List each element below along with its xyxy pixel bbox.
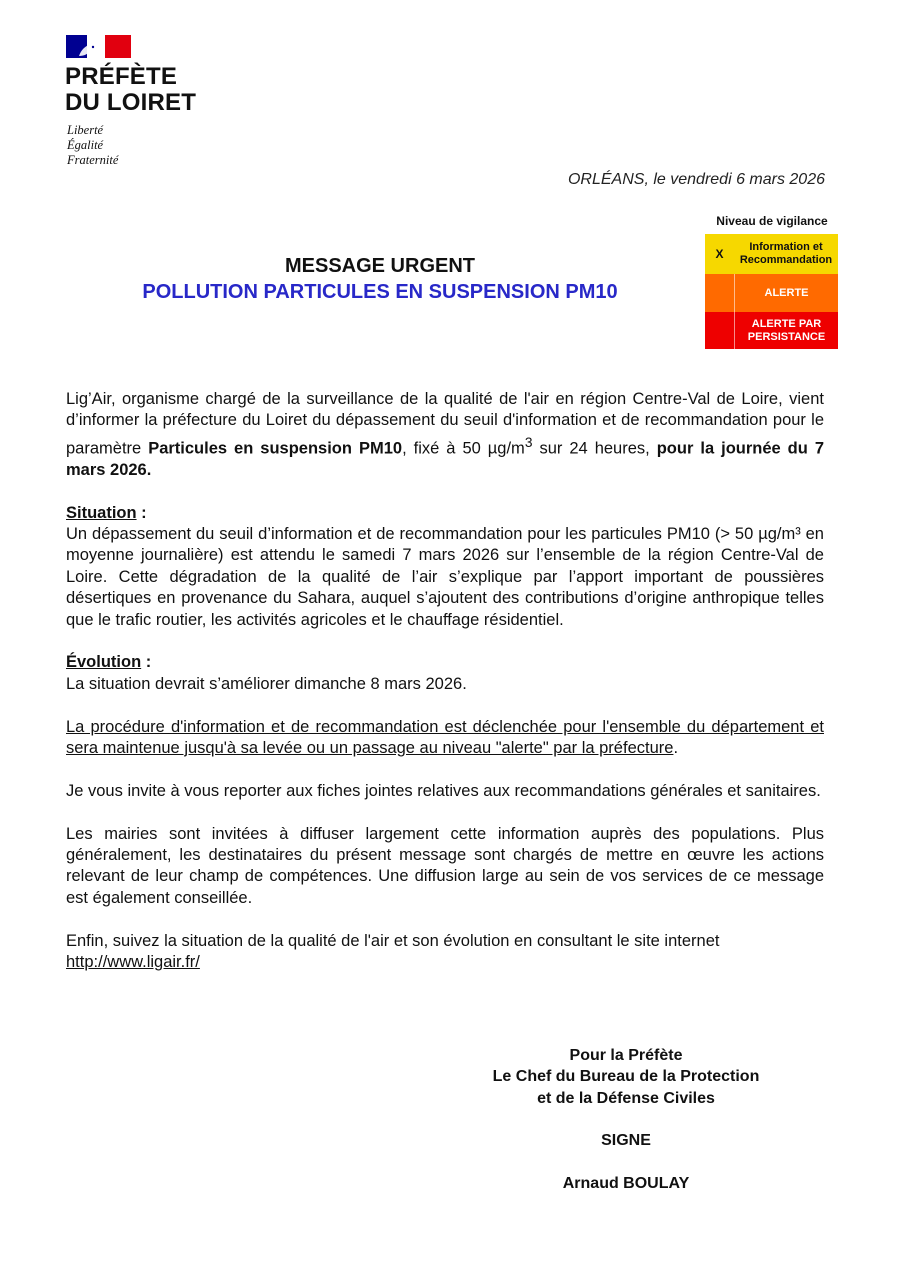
procedure-text: La procédure d'information et de recommandation est déclenchée pour l'ensemble du département et sera maintenue jusqu'à sa levée ou un passage au niveau "alerte" par la préfecture xyxy=(66,717,824,757)
invite-paragraph: Je vous invite à vous reporter aux fiches jointes relatives aux recommandations générales et sanitaires. xyxy=(66,781,821,800)
message-body xyxy=(66,389,824,995)
intro-superscript: 3 xyxy=(524,434,533,450)
intro-paragraph xyxy=(66,389,824,481)
marianne-icon xyxy=(75,38,101,58)
vigilance-label: ALERTE PAR PERSISTANCE xyxy=(747,317,826,343)
place-date: ORLÉANS, le vendredi 6 mars 2026 xyxy=(567,171,825,188)
vigilance-mark xyxy=(705,312,735,349)
evolution-heading: Évolution xyxy=(66,653,142,672)
vigilance-mark xyxy=(705,274,735,312)
evolution-text: La situation devrait s’améliorer dimanche 8 mars 2026. xyxy=(66,674,467,693)
intro-text-3: sur 24 heures, xyxy=(532,439,657,458)
intro-parameter: Particules en suspension PM10 xyxy=(148,439,403,458)
prefecture-line-2: DU LOIRET xyxy=(65,89,197,116)
evolution-section xyxy=(66,652,824,695)
message-subtitle: POLLUTION PARTICULES EN SUSPENSION PM10 xyxy=(142,281,618,303)
message-title: MESSAGE URGENT xyxy=(284,255,476,277)
procedure-paragraph xyxy=(66,717,824,760)
vigilance-label: ALERTE xyxy=(764,286,809,299)
motto-egalite: Égalité xyxy=(67,138,104,152)
intro-text-2: , fixé à 50 µg/m xyxy=(402,439,525,458)
signature-line-2: Le Chef du Bureau de la Protection xyxy=(492,1068,760,1086)
vigilance-level-information xyxy=(705,234,838,274)
situation-section xyxy=(66,503,824,631)
republic-motto xyxy=(67,123,118,168)
vigilance-mark: X xyxy=(715,247,724,261)
prefecture-title xyxy=(65,64,196,116)
procedure-end: . xyxy=(673,738,679,757)
intro-text-1: Lig’Air, organisme chargé de la surveillance de la qualité de l'air en région Centre-Val de Loire, vient d’informer la préfecture du Loiret du dépassement du seuil d'information et de recommandation pour le paramètre xyxy=(66,390,824,458)
vigilance-label: Information et Recommandation xyxy=(739,241,833,266)
situation-text: Un dépassement du seuil d’information et de recommandation pour les particules PM10 (> 50 µg/m³ en moyenne journalière) est attendu le samedi 7 mars 2026 sur l’ensemble de la région Centre-Val de Loire. Cette dégradation de la qualité de l’air s’explique par l’apport important de poussières désertiques en provenance du Sahara, auquel s’ajoutent des contributions d’origine anthropique telles que le trafic routier, les activités agricoles et le chauffage résidentiel. xyxy=(66,524,824,629)
motto-liberte: Liberté xyxy=(67,123,104,137)
prefecture-line-1: PRÉFÈTE xyxy=(65,63,178,90)
situation-heading: Situation xyxy=(66,503,137,522)
signature-signed: SIGNE xyxy=(601,1132,651,1150)
closing-paragraph xyxy=(66,931,824,974)
intro-day: pour la journée du 7 mars 2026. xyxy=(66,439,825,479)
vigilance-level-alerte xyxy=(705,274,838,312)
evolution-colon: : xyxy=(141,653,152,672)
vigilance-level-persistance xyxy=(705,312,838,349)
signature-line-3: et de la Défense Civiles xyxy=(537,1089,715,1107)
motto-fraternite: Fraternité xyxy=(67,153,119,167)
closing-text: Enfin, suivez la situation de la qualité de l'air et son évolution en consultant le site internet xyxy=(66,931,720,950)
mairies-paragraph: Les mairies sont invitées à diffuser largement cette information auprès des populations. Plus généralement, les destinataires du présent message sont chargés de mettre en œuvre les actions relevant de leur champ de compétences. Une diffusion large au sein de vos services de ce message est également conseillée. xyxy=(66,824,824,907)
situation-colon: : xyxy=(136,503,147,522)
vigilance-title: Niveau de vigilance xyxy=(716,214,828,228)
ligair-link[interactable]: http://www.ligair.fr/ xyxy=(66,952,200,971)
vigilance-table xyxy=(705,234,838,349)
signature-line-1: Pour la Préfète xyxy=(569,1047,683,1064)
signature-block xyxy=(466,1045,786,1194)
signature-name: Arnaud BOULAY xyxy=(562,1174,690,1192)
